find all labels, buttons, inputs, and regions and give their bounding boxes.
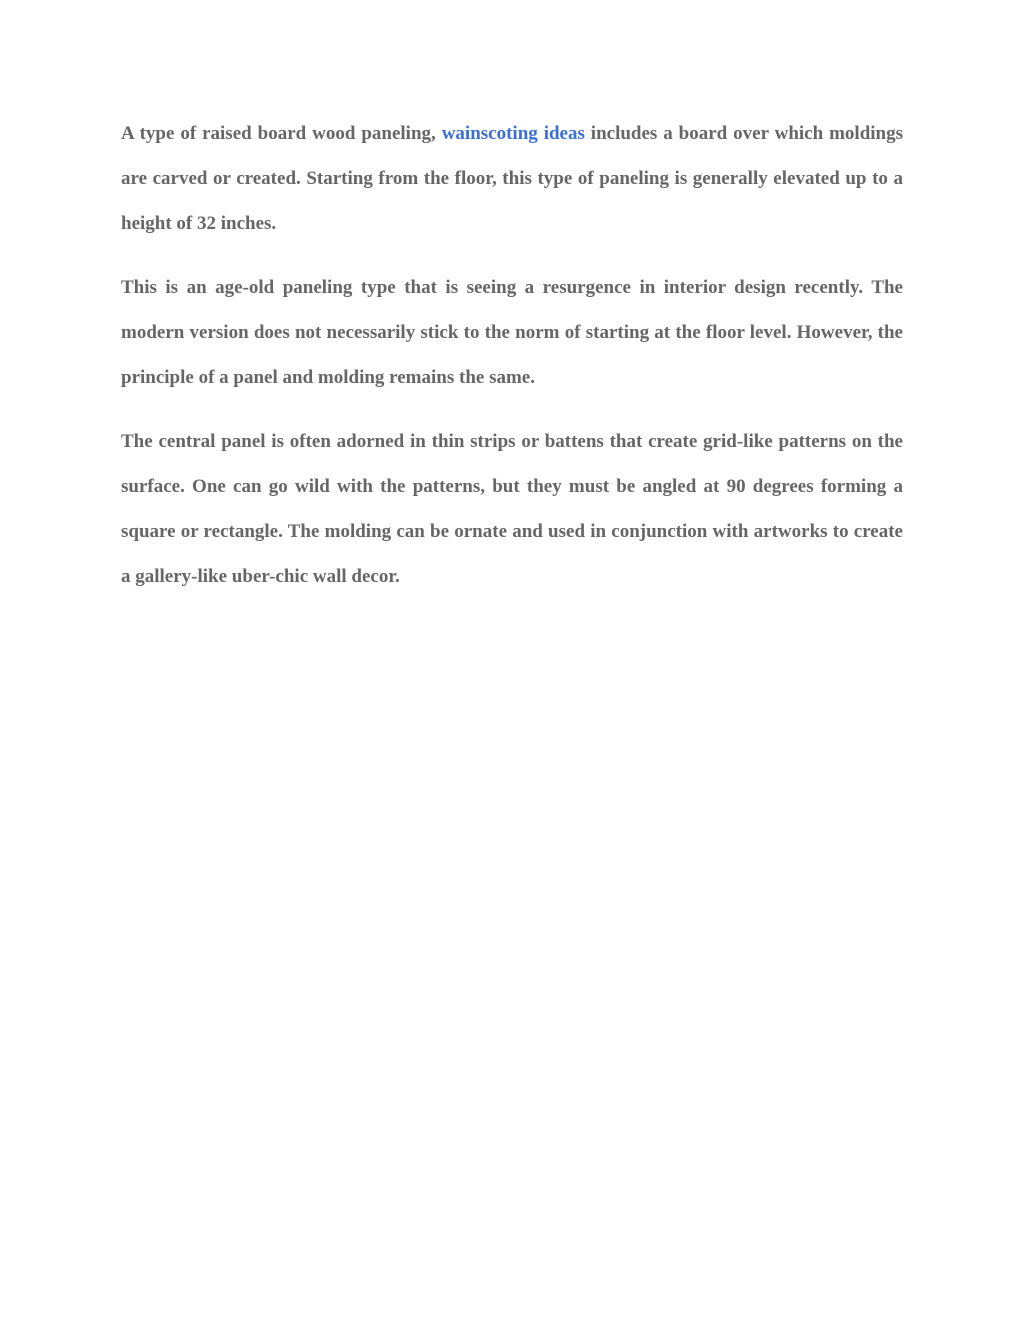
document-page <box>121 111 903 618</box>
paragraph-1-trailing-text: includes a board over which moldings are carved or created. Starting from the floor, this type of paneling is generally elevated up to a height of 32 inches. <box>121 123 904 234</box>
paragraph-1 <box>121 111 903 246</box>
paragraph-3: The central panel is often adorned in thin strips or battens that create grid-like patterns on the surface. One can go wild with the patterns, but they must be angled at 90 degrees forming a square or rectangle. The molding can be ornate and used in conjunction with artworks to create a gallery-like uber-chic wall decor. <box>121 431 903 587</box>
paragraph-1-lead-text: A type of raised board wood paneling, <box>121 123 442 144</box>
wainscoting-ideas-link[interactable]: wainscoting ideas <box>441 123 585 144</box>
paragraph-2: This is an age-old paneling type that is seeing a resurgence in interior design recently. The modern version does not necessarily stick to the norm of starting at the floor level. However, the principle of a panel and molding remains the same. <box>121 277 903 388</box>
